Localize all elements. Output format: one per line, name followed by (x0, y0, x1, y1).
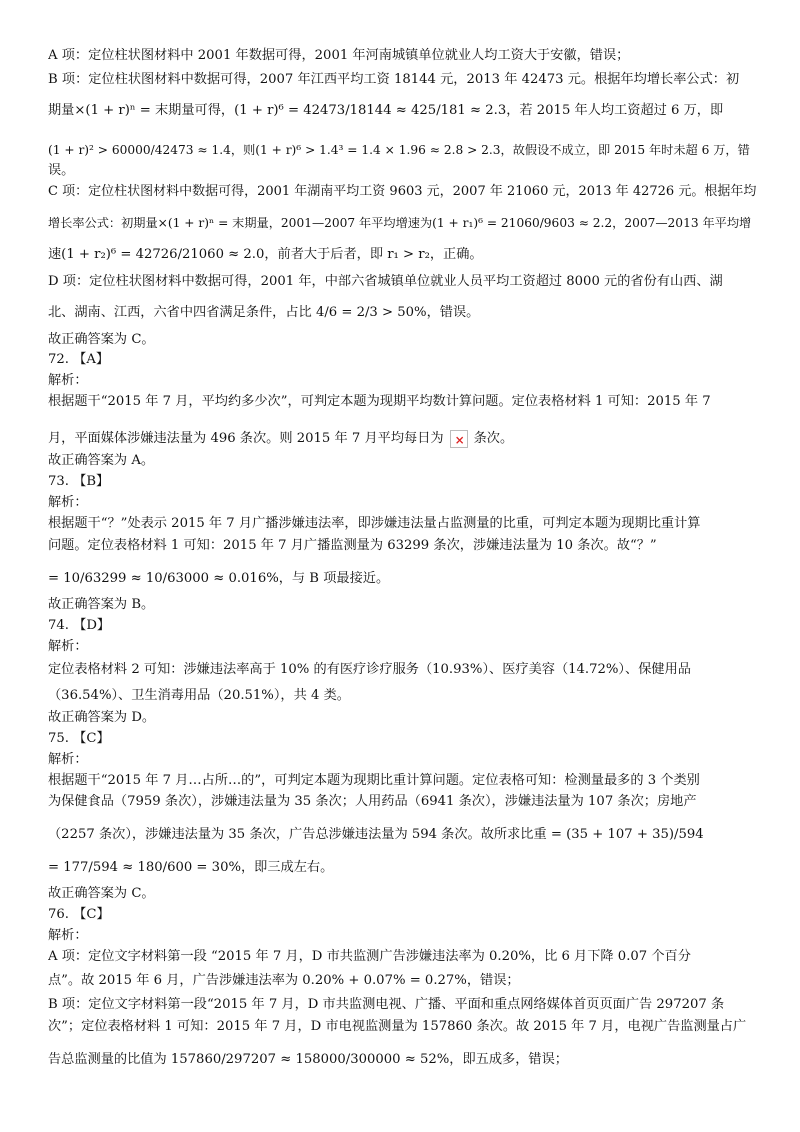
analysis-label: 解析： (48, 639, 88, 654)
question-number: 76. 【C】 (48, 907, 110, 922)
broken-image-icon (450, 430, 468, 448)
answer-line: 故正确答案为 C。 (48, 332, 155, 347)
answer-line: 故正确答案为 C。 (48, 886, 155, 901)
text-line: C 项：定位柱状图材料中数据可得，2001 年湖南平均工资 9603 元，2007 年 21060 元，2013 年 42726 元。根据年均 (48, 184, 757, 199)
text-line: D 项：定位柱状图材料中数据可得，2001 年，中部六省城镇单位就业人员平均工资超过 8000 元的省份有山西、湖 (48, 274, 723, 289)
answer-line: 故正确答案为 B。 (48, 597, 155, 612)
text-line: 为保健食品（7959 条次），涉嫌违法量为 35 条次；人用药品（6941 条次），涉嫌违法量为 107 条次；房地产 (48, 794, 697, 809)
text-line: 根据题干“2015 年 7 月…占所…的”，可判定本题为现期比重计算问题。定位表格可知：检测量最多的 3 个类别 (48, 773, 700, 788)
text-line: 问题。定位表格材料 1 可知：2015 年 7 月广播监测量为 63299 条次，涉嫌违法量为 10 条次。故“？” (48, 538, 657, 553)
analysis-label: 解析： (48, 495, 88, 510)
text-line: B 项：定位柱状图材料中数据可得，2007 年江西平均工资 18144 元，2013 年 42473 元。根据年均增长率公式：初 (48, 72, 740, 87)
analysis-label: 解析： (48, 752, 88, 767)
answer-line: 故正确答案为 D。 (48, 710, 156, 725)
text-line: A 项：定位柱状图材料中 2001 年数据可得，2001 年河南城镇单位就业人均工资大于安徽，错误； (48, 48, 630, 63)
text-line: 根据题干“？”处表示 2015 年 7 月广播涉嫌违法率，即涉嫌违法量占监测量的比重，可判定本题为现期比重计算 (48, 516, 701, 531)
text-line: (1 + r)² > 60000/42473 ≈ 1.4，则(1 + r)⁶ > 1.4³ = 1.4 × 1.96 ≈ 2.8 > 2.3，故假设不成立，即 2015 年时未超 6 万，错 (48, 143, 750, 157)
text-line: = 177/594 ≈ 180/600 = 30%，即三成左右。 (48, 860, 334, 875)
text-line: 北、湖南、江西，六省中四省满足条件，占比 4/6 = 2/3 > 50%，错误。 (48, 305, 480, 320)
text-line: A 项：定位文字材料第一段 “2015 年 7 月，D 市共监测广告涉嫌违法率为 0.20%，比 6 月下降 0.07 个百分 (48, 949, 691, 964)
question-number: 72. 【A】 (48, 352, 110, 367)
text-line: 增长率公式：初期量×(1 + r)ⁿ = 末期量，2001—2007 年平均增速为(1 + r₁)⁶ = 21060/9603 ≈ 2.2，2007—2013 年平均增 (48, 216, 752, 230)
text-segment: 条次。 (473, 431, 514, 446)
text-line: 点”。故 2015 年 6 月，广告涉嫌违法率为 0.20% + 0.07% = 0.27%，错误； (48, 973, 520, 988)
text-line: （36.54%）、卫生消毒用品（20.51%），共 4 类。 (48, 688, 350, 703)
text-line: 误。 (48, 163, 75, 178)
text-line: （2257 条次），涉嫌违法量为 35 条次，广告总涉嫌违法量为 594 条次。故所求比重 = (35 + 107 + 35)/594 (48, 827, 704, 842)
text-segment: 月，平面媒体涉嫌违法量为 496 条次。则 2015 年 7 月平均每日为 (48, 431, 444, 446)
question-number: 75. 【C】 (48, 731, 110, 746)
text-line: B 项：定位文字材料第一段“2015 年 7 月，D 市共监测电视、广播、平面和重点网络媒体首页页面广告 297207 条 (48, 997, 725, 1012)
analysis-label: 解析： (48, 373, 88, 388)
text-line: = 10/63299 ≈ 10/63000 ≈ 0.016%，与 B 项最接近。 (48, 571, 390, 586)
answer-line: 故正确答案为 A。 (48, 453, 155, 468)
question-number: 74. 【D】 (48, 618, 111, 633)
text-line: 次”；定位表格材料 1 可知：2015 年 7 月，D 市电视监测量为 157860 条次。故 2015 年 7 月，电视广告监测量占广 (48, 1019, 747, 1034)
question-number: 73. 【B】 (48, 474, 110, 489)
text-line: 期量×(1 + r)ⁿ = 末期量可得，(1 + r)⁶ = 42473/18144 ≈ 425/181 ≈ 2.3，若 2015 年人均工资超过 6 万，即 (48, 103, 724, 118)
text-line: 告总监测量的比值为 157860/297207 ≈ 158000/300000 ≈ 52%，即五成多，错误； (48, 1052, 568, 1067)
analysis-label: 解析： (48, 928, 88, 943)
text-line: 定位表格材料 2 可知：涉嫌违法率高于 10% 的有医疗诊疗服务（10.93%）、医疗美容（14.72%）、保健用品 (48, 662, 691, 677)
text-line: 速(1 + r₂)⁶ = 42726/21060 ≈ 2.0，前者大于后者，即 r₁ > r₂，正确。 (48, 247, 483, 262)
text-line: 根据题干“2015 年 7 月，平均约多少次”，可判定本题为现期平均数计算问题。定位表格材料 1 可知：2015 年 7 (48, 394, 711, 409)
text-line (48, 429, 758, 449)
